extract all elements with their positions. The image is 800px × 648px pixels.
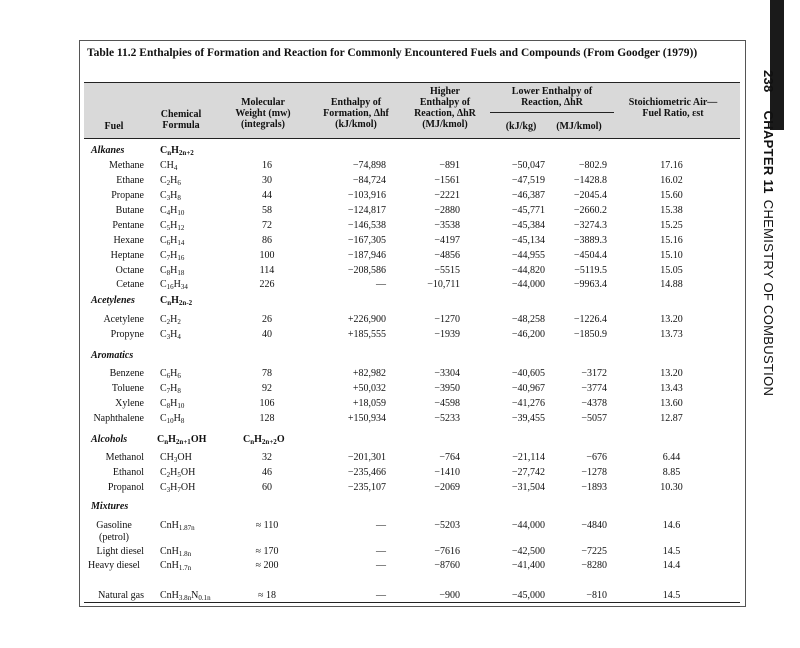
cell-formula: $C_7H_{16}$: [160, 250, 185, 262]
cell-formula: $C_{10}H_8$: [160, 413, 185, 425]
cell-hf: −146,538: [347, 220, 386, 231]
cell-lhv-mj: −5057: [581, 413, 607, 424]
cell-fuel: Toluene: [111, 383, 144, 394]
cell-hhv: −4856: [434, 250, 460, 261]
cell-fuel: Propyne: [110, 329, 144, 340]
cell-lhv-mj: −4504.4: [573, 250, 607, 261]
cell-fuel: Octane: [115, 265, 144, 276]
cell-formula: $C_8H_{10}$: [160, 398, 185, 410]
cell-lhv-kg: −41,276: [511, 398, 545, 409]
col-header-lhv-mj: (MJ/kmol): [556, 121, 602, 132]
cell-lhv-kg: −45,771: [511, 205, 545, 216]
cell-lhv-mj: −3774: [581, 383, 607, 394]
cell-hhv: −4598: [434, 398, 460, 409]
cell-fuel: Hexane: [113, 235, 144, 246]
cell-mw: 46: [262, 467, 272, 478]
cell-st: 15.25: [660, 220, 683, 231]
cell-mw: 60: [262, 482, 272, 493]
cell-lhv-mj: −1428.8: [573, 175, 607, 186]
cell-formula: CnH$_{1.7n}$: [160, 560, 192, 572]
col-header-stoich: Stoichiometric Air—Fuel Ratio, εst: [628, 97, 718, 119]
cell-lhv-mj: −810: [586, 590, 607, 601]
header-bottom-rule: [84, 138, 740, 139]
cell-lhv-mj: −1850.9: [573, 329, 607, 340]
cell-lhv-kg: −31,504: [511, 482, 545, 493]
cell-mw: 58: [262, 205, 272, 216]
cell-mw: 114: [259, 265, 275, 276]
section-acetylenes: Acetylenes: [91, 295, 135, 306]
header-top-rule: [84, 82, 740, 83]
general-formula-alkanes: $C_nH_{2n+2}$: [160, 145, 194, 157]
cell-fuel: Light diesel: [96, 546, 144, 557]
cell-mw: 86: [262, 235, 272, 246]
cell-mw: 30: [262, 175, 272, 186]
general-formula-alcohols: $C_nH_{2n+1}OH$: [157, 434, 207, 446]
cell-st: 14.88: [660, 279, 683, 290]
cell-mw: 226: [259, 279, 275, 290]
cell-fuel: Natural gas: [98, 590, 144, 601]
cell-st: 15.16: [660, 235, 683, 246]
cell-fuel: Benzene: [109, 368, 144, 379]
cell-hf: +50,032: [352, 383, 386, 394]
cell-lhv-kg: −44,955: [511, 250, 545, 261]
cell-hhv: −1270: [434, 314, 460, 325]
cell-hhv: −1561: [434, 175, 460, 186]
cell-st: 6.44: [662, 452, 681, 463]
cell-lhv-mj: −3889.3: [573, 235, 607, 246]
cell-lhv-mj: −2045.4: [573, 190, 607, 201]
cell-mw: 44: [262, 190, 272, 201]
cell-hf: −124,817: [347, 205, 386, 216]
cell-hhv: −1410: [434, 467, 460, 478]
cell-lhv-kg: −40,605: [511, 368, 545, 379]
cell-mw: 32: [262, 452, 272, 463]
chapter-label: CHAPTER 11: [761, 110, 776, 194]
cell-formula: $C_2H_5OH$: [160, 467, 196, 479]
cell-st: 12.87: [660, 413, 683, 424]
cell-hf: —: [376, 560, 386, 571]
cell-lhv-mj: −3172: [581, 368, 607, 379]
cell-hf: —: [376, 546, 386, 557]
cell-fuel: Propanol: [107, 482, 144, 493]
cell-st: 17.16: [660, 160, 683, 171]
cell-st: 13.60: [660, 398, 683, 409]
cell-lhv-kg: −46,200: [511, 329, 545, 340]
cell-lhv-mj: −9963.4: [573, 279, 607, 290]
table-title: Table 11.2 Enthalpies of Formation and Reaction for Commonly Encountered Fuels and Compounds (From Goodger (1979)): [87, 47, 698, 59]
table-bottom-rule: [84, 602, 740, 603]
col-header-hhv: Higher Enthalpy of Reaction, ΔhR (MJ/kmol): [414, 86, 476, 130]
cell-formula: $C_6H_{14}$: [160, 235, 185, 247]
cell-hf: −187,946: [347, 250, 386, 261]
cell-lhv-kg: −45,384: [511, 220, 545, 231]
cell-hhv: −5515: [434, 265, 460, 276]
cell-lhv-mj: −1278: [581, 467, 607, 478]
cell-hf: −84,724: [352, 175, 386, 186]
col-header-hf: Enthalpy of Formation, Δhf (kJ/kmol): [323, 97, 389, 130]
cell-mw: ≈ 170: [255, 546, 279, 557]
cell-lhv-kg: −47,519: [511, 175, 545, 186]
cell-hf: −201,301: [347, 452, 386, 463]
cell-fuel: Pentane: [112, 220, 144, 231]
cell-mw: 26: [262, 314, 272, 325]
cell-mw: 92: [262, 383, 272, 394]
cell-fuel: Acetylene: [103, 314, 144, 325]
cell-st: 13.73: [660, 329, 683, 340]
cell-hf: −235,466: [347, 467, 386, 478]
cell-st: 10.30: [660, 482, 683, 493]
cell-hf: +18,059: [352, 398, 386, 409]
cell-st: 15.10: [660, 250, 683, 261]
cell-hhv: −7616: [434, 546, 460, 557]
cell-hhv: −764: [439, 452, 460, 463]
cell-lhv-kg: −21,114: [512, 452, 545, 463]
cell-mw: ≈ 200: [255, 560, 279, 571]
cell-fuel: Ethane: [116, 175, 144, 186]
cell-st: 13.43: [660, 383, 683, 394]
cell-fuel: Ethanol: [112, 467, 144, 478]
cell-st: 15.60: [660, 190, 683, 201]
cell-hhv: −3538: [434, 220, 460, 231]
cell-hf: —: [376, 590, 386, 601]
cell-hf: −167,305: [347, 235, 386, 246]
cell-mw: ≈ 18: [258, 590, 276, 601]
col-header-fuel: Fuel: [104, 121, 124, 132]
cell-hf: —: [376, 520, 386, 531]
cell-lhv-kg: −45,000: [511, 590, 545, 601]
cell-hhv: −3304: [434, 368, 460, 379]
cell-mw: 40: [262, 329, 272, 340]
cell-st: 14.6: [662, 520, 681, 531]
cell-lhv-mj: −2660.2: [573, 205, 607, 216]
section-aromatics: Aromatics: [91, 350, 134, 361]
section-mixtures: Mixtures: [91, 501, 129, 512]
cell-formula: $C_7H_8$: [160, 383, 181, 395]
col-header-formula: Chemical Formula: [160, 109, 202, 131]
cell-lhv-kg: −39,455: [511, 413, 545, 424]
cell-hhv: −3950: [434, 383, 460, 394]
cell-st: 14.5: [662, 590, 681, 601]
cell-hf: +226,900: [347, 314, 386, 325]
cell-hhv: −10,711: [427, 279, 460, 290]
cell-fuel: Heavy diesel: [88, 560, 140, 571]
cell-lhv-kg: −50,047: [511, 160, 545, 171]
chapter-title: CHEMISTRY OF COMBUSTION: [761, 199, 776, 397]
cell-hf: −208,586: [347, 265, 386, 276]
col-header-lhv-group: Lower Enthalpy of Reaction, ΔhR: [511, 86, 593, 108]
col-header-mw: Molecular Weight (mw) (integrals): [235, 97, 291, 130]
cell-lhv-mj: −4378: [581, 398, 607, 409]
cell-mw: ≈ 110: [255, 520, 279, 531]
cell-formula: $CH_3OH$: [160, 452, 192, 464]
cell-lhv-mj: −1226.4: [573, 314, 607, 325]
cell-lhv-mj: −4840: [581, 520, 607, 531]
cell-formula: $C_2H_6$: [160, 175, 181, 187]
cell-lhv-kg: −42,500: [511, 546, 545, 557]
cell-hf: +150,934: [347, 413, 386, 424]
cell-fuel: Methane: [109, 160, 144, 171]
cell-hf: —: [376, 279, 386, 290]
cell-st: 14.5: [662, 546, 681, 557]
cell-st: 15.38: [660, 205, 683, 216]
cell-formula: $C_4H_{10}$: [160, 205, 185, 217]
cell-lhv-kg: −27,742: [511, 467, 545, 478]
general-formula-acetylenes: $C_nH_{2n-2}$: [160, 295, 193, 307]
cell-formula: $C_6H_6$: [160, 368, 181, 380]
cell-mw: 128: [259, 413, 275, 424]
cell-hf: +185,555: [347, 329, 386, 340]
page-number: 238: [761, 70, 776, 93]
cell-hhv: −2221: [434, 190, 460, 201]
cell-st: 8.85: [662, 467, 681, 478]
cell-lhv-kg: −46,387: [511, 190, 545, 201]
cell-formula: $CnH_{3.8n}N_{0.1n}$: [160, 590, 211, 602]
col-header-lhv-kg: (kJ/kg): [505, 121, 537, 132]
cell-hhv: −4197: [434, 235, 460, 246]
cell-lhv-kg: −48,258: [511, 314, 545, 325]
cell-fuel: Methanol: [105, 452, 144, 463]
cell-st: 14.4: [662, 560, 681, 571]
cell-hhv: −891: [439, 160, 460, 171]
cell-lhv-mj: −1893: [581, 482, 607, 493]
section-alcohols: Alcohols: [91, 434, 128, 445]
cell-formula: CnH$_{1.8n}$: [160, 546, 192, 558]
cell-hf: −74,898: [352, 160, 386, 171]
cell-formula: $C_3H_4$: [160, 329, 181, 341]
cell-lhv-kg: −44,000: [511, 520, 545, 531]
lhv-group-rule: [490, 112, 614, 113]
cell-fuel: Gasoline (petrol): [96, 520, 132, 543]
cell-formula: $C_{16}H_{34}$: [160, 279, 188, 291]
cell-st: 16.02: [660, 175, 683, 186]
cell-lhv-kg: −45,134: [511, 235, 545, 246]
cell-lhv-mj: −802.9: [578, 160, 607, 171]
cell-hhv: −2069: [434, 482, 460, 493]
cell-hhv: −5203: [434, 520, 460, 531]
cell-st: 13.20: [660, 368, 683, 379]
cell-lhv-mj: −8280: [581, 560, 607, 571]
cell-fuel: Xylene: [115, 398, 144, 409]
cell-lhv-mj: −7225: [581, 546, 607, 557]
cell-formula: $C_8H_{18}$: [160, 265, 185, 277]
cell-mw: 78: [262, 368, 272, 379]
cell-formula: $C_2H_2$: [160, 314, 181, 326]
cell-formula: $C_5H_{12}$: [160, 220, 185, 232]
cell-lhv-kg: −44,820: [511, 265, 545, 276]
cell-fuel: Propane: [111, 190, 144, 201]
cell-st: 15.05: [660, 265, 683, 276]
cell-hf: −235,107: [347, 482, 386, 493]
cell-hhv: −2880: [434, 205, 460, 216]
cell-lhv-kg: −40,967: [511, 383, 545, 394]
cell-lhv-mj: −676: [586, 452, 607, 463]
cell-hhv: −900: [439, 590, 460, 601]
cell-hf: +82,982: [352, 368, 386, 379]
cell-hhv: −1939: [434, 329, 460, 340]
cell-lhv-mj: −3274.3: [573, 220, 607, 231]
cell-formula: CnH$_{1.87n}$: [160, 520, 195, 532]
cell-lhv-kg: −44,000: [511, 279, 545, 290]
cell-formula: $C_3H_8$: [160, 190, 181, 202]
cell-mw: 16: [262, 160, 272, 171]
cell-hf: −103,916: [347, 190, 386, 201]
cell-hhv: −5233: [434, 413, 460, 424]
cell-fuel: Naphthalene: [93, 413, 144, 424]
cell-lhv-kg: −41,400: [511, 560, 545, 571]
cell-formula: $C_3H_7OH$: [160, 482, 196, 494]
cell-mw: 106: [259, 398, 275, 409]
cell-mw: 100: [259, 250, 275, 261]
cell-fuel: Heptane: [110, 250, 144, 261]
cell-fuel: Cetane: [116, 279, 144, 290]
cell-fuel: Butane: [115, 205, 144, 216]
cell-st: 13.20: [660, 314, 683, 325]
running-header: [754, 70, 776, 397]
cell-mw: 72: [262, 220, 272, 231]
cell-lhv-mj: −5119.5: [574, 265, 607, 276]
cell-hhv: −8760: [434, 560, 460, 571]
cell-formula: $CH_4$: [160, 160, 178, 172]
section-alkanes: Alkanes: [91, 145, 125, 156]
general-formula-alcohols-mw: $C_nH_{2n+2}O$: [243, 434, 285, 446]
